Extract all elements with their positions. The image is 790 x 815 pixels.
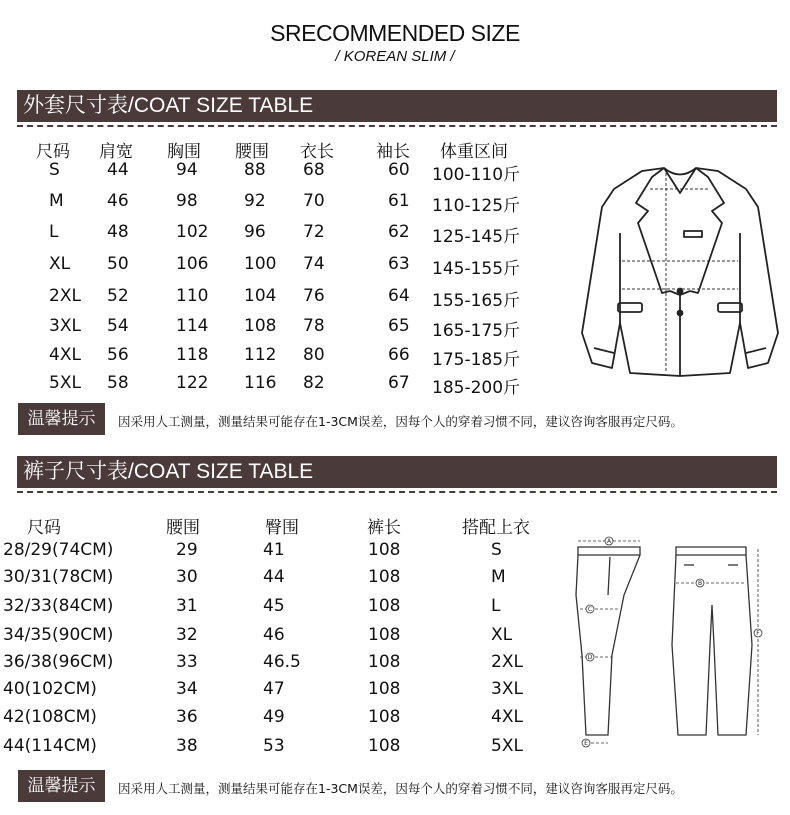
coat-cell-size: L <box>49 222 59 242</box>
coat-cell-sleeve: 60 <box>388 160 410 180</box>
coat-cell-weight: 110-125斤 <box>432 196 521 216</box>
pants-cell-waist: 30 <box>176 567 198 587</box>
coat-cell-sleeve: 66 <box>388 345 410 365</box>
coat-cell-weight: 100-110斤 <box>432 165 521 185</box>
coat-cell-weight: 175-185斤 <box>432 350 521 370</box>
coat-cell-sleeve: 61 <box>388 191 410 211</box>
pants-cell-hip: 47 <box>263 679 285 699</box>
coat-cell-waist: 112 <box>244 345 277 365</box>
coat-cell-weight: 155-165斤 <box>432 291 521 311</box>
pants-marker-b: B <box>697 580 703 587</box>
pants-cell-length: 108 <box>368 625 401 645</box>
pants-cell-waist: 29 <box>176 540 198 560</box>
pants-marker-a: A <box>606 538 612 545</box>
coat-cell-shoulder: 46 <box>107 191 129 211</box>
pants-tip-label: 温馨提示 <box>18 770 105 802</box>
coat-cell-length: 78 <box>303 316 325 336</box>
pants-cell-matching-top: M <box>491 567 506 587</box>
coat-header-shoulder: 肩宽 <box>99 142 133 162</box>
coat-cell-waist: 100 <box>244 254 277 274</box>
coat-header-sleeve: 袖长 <box>376 142 410 162</box>
pants-cell-length: 108 <box>368 736 401 756</box>
pants-cell-size: 44(114CM) <box>3 736 97 756</box>
coat-cell-chest: 118 <box>176 345 209 365</box>
pants-cell-matching-top: 3XL <box>491 679 523 699</box>
pants-cell-size: 30/31(78CM) <box>3 567 114 587</box>
coat-cell-chest: 106 <box>176 254 209 274</box>
coat-cell-weight: 145-155斤 <box>432 259 521 279</box>
pants-cell-waist: 38 <box>176 736 198 756</box>
pants-header-hip: 臀围 <box>265 518 299 538</box>
coat-cell-size: XL <box>49 254 71 274</box>
coat-tip-text: 因采用人工测量，测量结果可能存在1-3CM误差，因每个人的穿着习惯不同，建议咨询客服再定尺码。 <box>118 414 683 429</box>
coat-cell-length: 82 <box>303 373 325 393</box>
pants-cell-waist: 34 <box>176 679 198 699</box>
pants-cell-hip: 44 <box>263 567 285 587</box>
coat-cell-shoulder: 58 <box>107 373 129 393</box>
pants-cell-waist: 36 <box>176 707 198 727</box>
pants-cell-matching-top: 4XL <box>491 707 523 727</box>
coat-cell-sleeve: 62 <box>388 222 410 242</box>
pants-cell-waist: 31 <box>176 596 198 616</box>
pants-cell-size: 42(108CM) <box>3 707 97 727</box>
coat-header-weight: 体重区间 <box>440 142 508 162</box>
pants-marker-e: E <box>584 740 588 747</box>
pants-header-length: 裤长 <box>367 518 401 538</box>
coat-cell-waist: 88 <box>244 160 266 180</box>
pants-cell-hip: 49 <box>263 707 285 727</box>
pants-cell-size: 40(102CM) <box>3 679 97 699</box>
pants-cell-waist: 33 <box>176 652 198 672</box>
coat-header-length: 衣长 <box>300 142 334 162</box>
coat-cell-sleeve: 67 <box>388 373 410 393</box>
coat-cell-shoulder: 56 <box>107 345 129 365</box>
coat-cell-waist: 116 <box>244 373 277 393</box>
pants-diagram <box>568 535 768 750</box>
coat-cell-waist: 108 <box>244 316 277 336</box>
pants-cell-matching-top: 5XL <box>491 736 523 756</box>
coat-header-size: 尺码 <box>36 142 70 162</box>
coat-cell-length: 80 <box>303 345 325 365</box>
coat-cell-length: 76 <box>303 286 325 306</box>
pants-marker-d: D <box>587 654 593 661</box>
pants-cell-length: 108 <box>368 540 401 560</box>
pants-cell-size: 32/33(84CM) <box>3 596 114 616</box>
coat-cell-shoulder: 54 <box>107 316 129 336</box>
coat-cell-chest: 114 <box>176 316 209 336</box>
pants-cell-length: 108 <box>368 707 401 727</box>
pants-cell-hip: 46.5 <box>263 652 301 672</box>
pants-header-waist: 腰围 <box>166 518 200 538</box>
coat-diagram <box>580 163 780 378</box>
pants-cell-waist: 32 <box>176 625 198 645</box>
coat-divider <box>17 125 777 127</box>
coat-cell-weight: 165-175斤 <box>432 321 521 341</box>
coat-cell-length: 72 <box>303 222 325 242</box>
pants-marker-c: C <box>587 606 593 613</box>
pants-cell-hip: 45 <box>263 596 285 616</box>
coat-cell-shoulder: 52 <box>107 286 129 306</box>
coat-cell-weight: 185-200斤 <box>432 378 521 398</box>
coat-cell-shoulder: 48 <box>107 222 129 242</box>
pants-cell-length: 108 <box>368 652 401 672</box>
coat-cell-size: M <box>49 191 64 211</box>
pants-cell-matching-top: XL <box>491 625 513 645</box>
pants-marker-f: F <box>756 630 760 637</box>
coat-cell-chest: 122 <box>176 373 209 393</box>
pants-divider <box>17 491 777 493</box>
coat-cell-length: 74 <box>303 254 325 274</box>
pants-cell-hip: 46 <box>263 625 285 645</box>
pants-header-matching-top: 搭配上衣 <box>462 518 530 538</box>
coat-cell-chest: 98 <box>176 191 198 211</box>
coat-cell-waist: 104 <box>244 286 277 306</box>
coat-header-waist: 腰围 <box>235 142 269 162</box>
pants-cell-length: 108 <box>368 567 401 587</box>
coat-cell-sleeve: 65 <box>388 316 410 336</box>
pants-section-title: 裤子尺寸表/COAT SIZE TABLE <box>17 456 777 488</box>
page-title: SRECOMMENDED SIZE <box>270 20 520 46</box>
pants-cell-size: 36/38(96CM) <box>3 652 114 672</box>
coat-header-chest: 胸围 <box>167 142 201 162</box>
pants-cell-length: 108 <box>368 679 401 699</box>
coat-cell-length: 68 <box>303 160 325 180</box>
pants-cell-size: 28/29(74CM) <box>3 540 114 560</box>
pants-header-size: 尺码 <box>27 518 61 538</box>
coat-cell-waist: 92 <box>244 191 266 211</box>
coat-cell-size: 4XL <box>49 345 81 365</box>
pants-cell-matching-top: L <box>491 596 501 616</box>
pants-cell-hip: 53 <box>263 736 285 756</box>
coat-tip-label: 温馨提示 <box>18 403 105 435</box>
coat-cell-sleeve: 64 <box>388 286 410 306</box>
coat-cell-chest: 102 <box>176 222 209 242</box>
coat-cell-shoulder: 44 <box>107 160 129 180</box>
coat-section-title: 外套尺寸表/COAT SIZE TABLE <box>17 90 777 122</box>
coat-cell-size: 2XL <box>49 286 81 306</box>
pants-cell-matching-top: 2XL <box>491 652 523 672</box>
pants-tip-text: 因采用人工测量，测量结果可能存在1-3CM误差，因每个人的穿着习惯不同，建议咨询客服再定尺码。 <box>118 781 683 796</box>
coat-cell-chest: 94 <box>176 160 198 180</box>
pants-cell-matching-top: S <box>491 540 502 560</box>
coat-cell-size: 5XL <box>49 373 81 393</box>
coat-cell-length: 70 <box>303 191 325 211</box>
coat-cell-waist: 96 <box>244 222 266 242</box>
pants-cell-size: 34/35(90CM) <box>3 625 114 645</box>
coat-cell-sleeve: 63 <box>388 254 410 274</box>
coat-cell-shoulder: 50 <box>107 254 129 274</box>
pants-cell-length: 108 <box>368 596 401 616</box>
pants-cell-hip: 41 <box>263 540 285 560</box>
coat-cell-weight: 125-145斤 <box>432 227 521 247</box>
coat-cell-chest: 110 <box>176 286 209 306</box>
coat-cell-size: S <box>49 160 60 180</box>
coat-cell-size: 3XL <box>49 316 81 336</box>
page-subtitle: / KOREAN SLIM / <box>335 48 455 65</box>
